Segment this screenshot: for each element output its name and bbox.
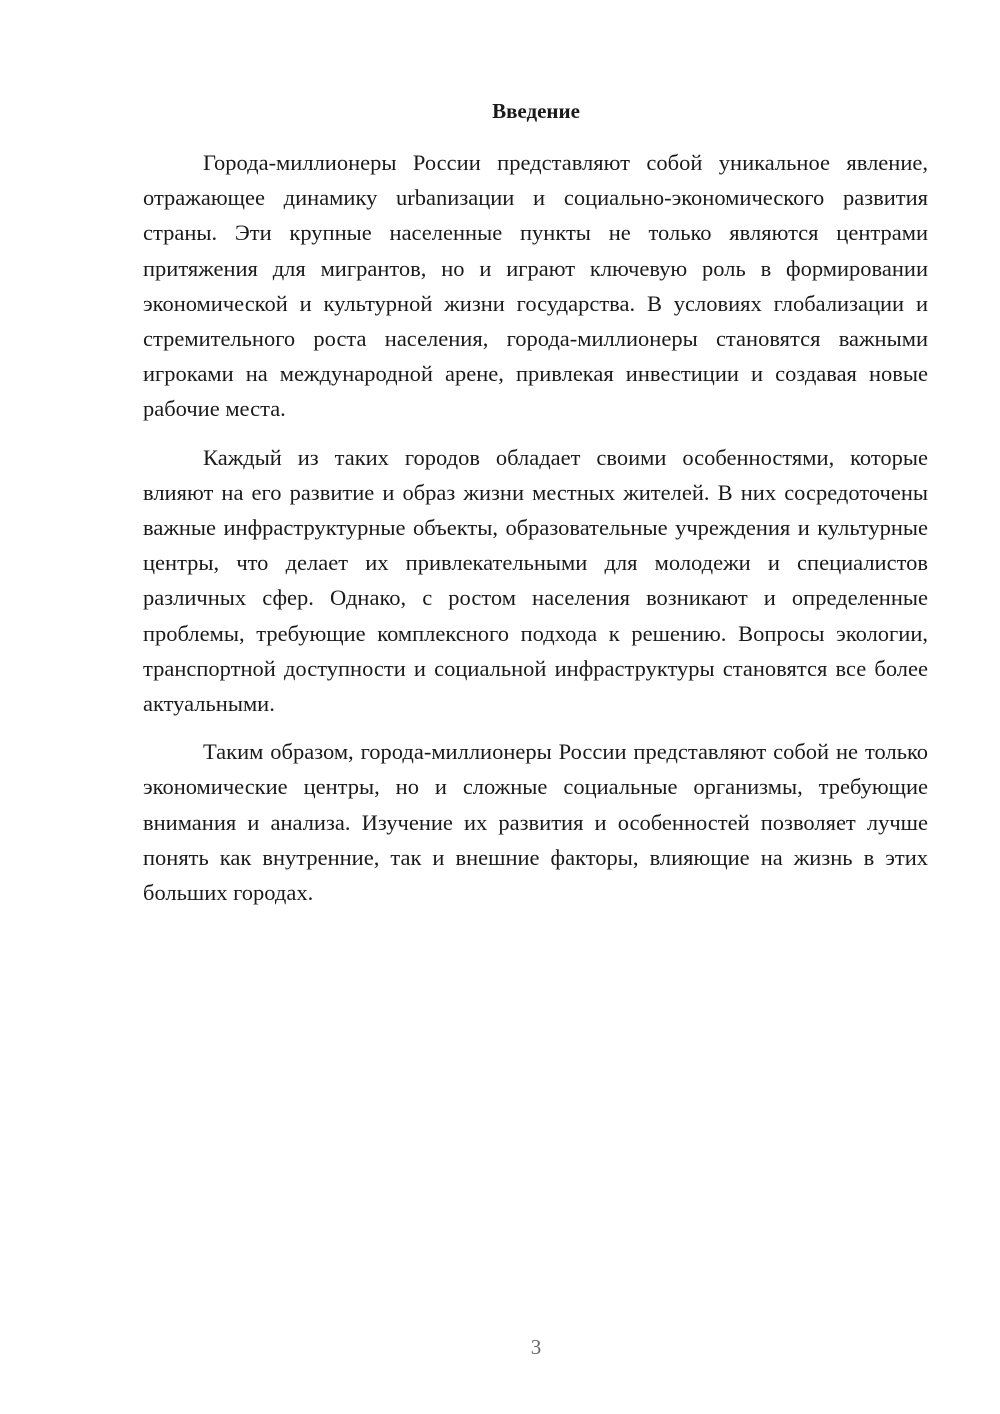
paragraph: Города-миллионеры России представляют собой уникальное явление, отражающее динамику urbanизации и социально-экономического развития страны. Эти крупные населенные пункты не только являются центрами притяжения для мигрантов, но и играют ключевую роль в формировании экономической и культурной жизни государства. В условиях глобализации и стремительного роста населения, города-миллионеры становятся важными игроками на международной арене, привлекая инвестиции и создавая новые рабочие места. xyxy=(143,150,928,422)
section-title: Введение xyxy=(492,99,580,123)
page-number: 3 xyxy=(530,1335,542,1359)
paragraph: Каждый из таких городов обладает своими особенностями, которые влияют на его развитие и образ жизни местных жителей. В них сосредоточены важные инфраструктурные объекты, образовательные учреждения и культурные центры, что делает их привлекательными для молодежи и специалистов различных сфер. Однако, с ростом населения возникают и определенные проблемы, требующие комплексного подхода к решению. Вопросы экологии, транспортной доступности и социальной инфраструктуры становятся все более актуальными. xyxy=(143,444,928,717)
paragraph: Таким образом, города-миллионеры России представляют собой не только экономические центры, но и сложные социальные организмы, требующие внимания и анализа. Изучение их развития и особенностей позволяет лучше понять как внутренние, так и внешние факторы, влияющие на жизнь в этих больших городах. xyxy=(143,739,928,906)
body-text xyxy=(143,145,928,910)
